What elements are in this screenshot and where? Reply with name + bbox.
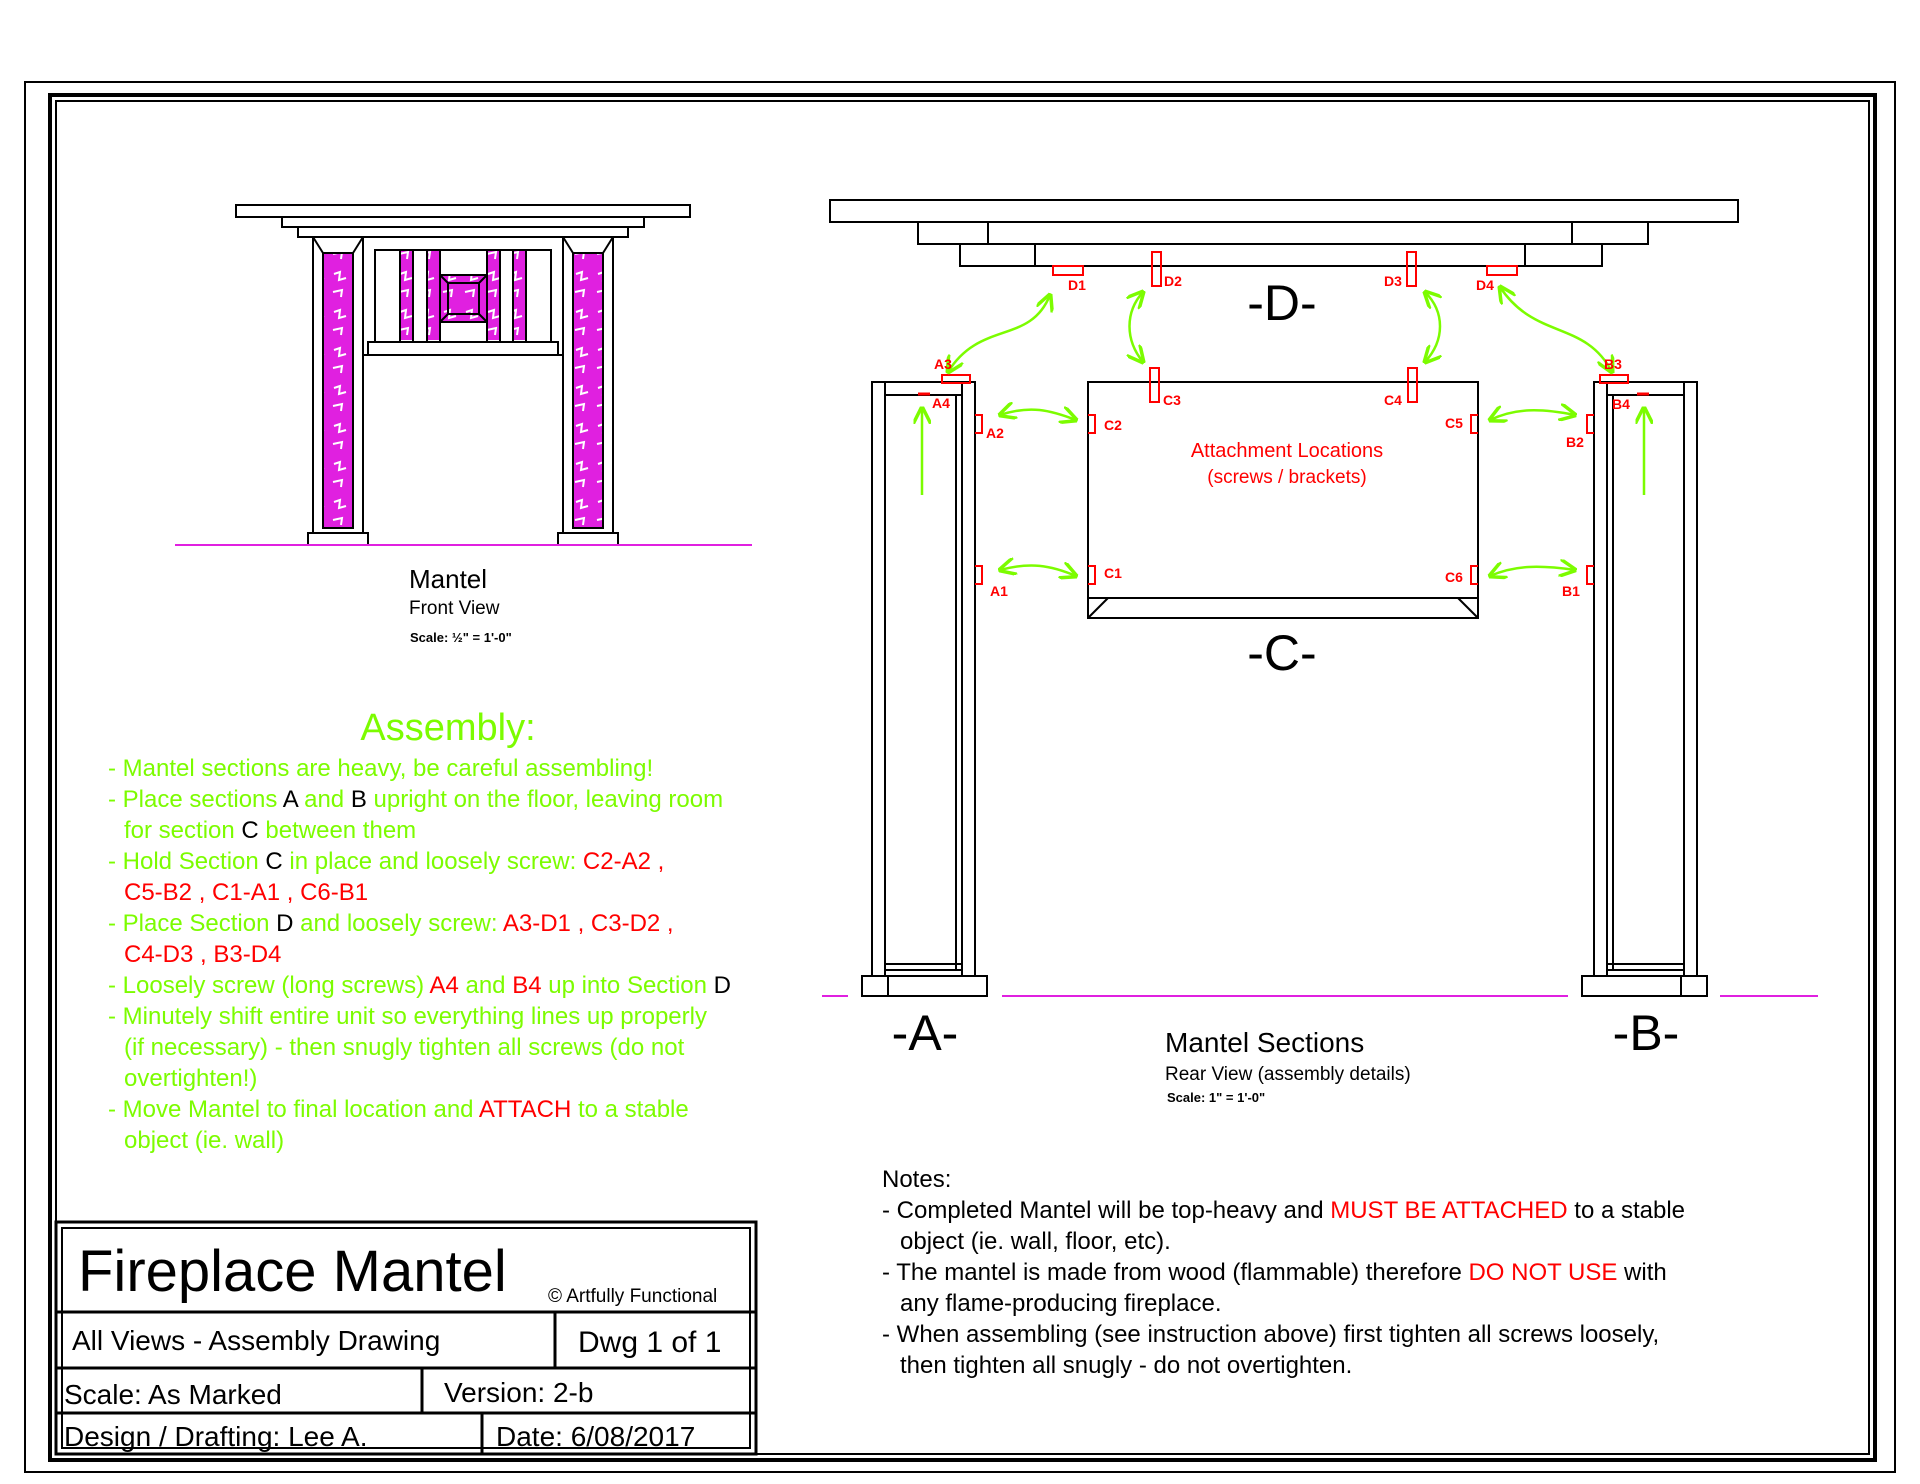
assembly-line: - Loosely screw (long screws) A4 and B4 up into Section D <box>108 972 732 999</box>
notes <box>882 1166 1685 1379</box>
notes-line: any flame-producing fireplace. <box>900 1290 1222 1317</box>
assembly-instructions <box>108 755 731 1154</box>
notes-line: object (ie. wall, floor, etc). <box>900 1228 1171 1255</box>
attachment-locations-title: Attachment Locations <box>1190 440 1384 462</box>
title-block-design: Design / Drafting: Lee A. <box>64 1421 368 1452</box>
sections-subtitle: Rear View (assembly details) <box>1165 1064 1411 1085</box>
front-view-title: Mantel <box>409 564 488 594</box>
sections-scale: Scale: 1" = 1'-0" <box>1167 1090 1266 1105</box>
notes-line: - When assembling (see instruction above) first tighten all screws loosely, <box>882 1321 1660 1348</box>
label-b4: B4 <box>1612 396 1630 412</box>
label-d4: D4 <box>1476 277 1494 293</box>
notes-line: - The mantel is made from wood (flammable) therefore DO NOT USE with <box>882 1259 1667 1286</box>
assembly-line: (if necessary) - then snugly tighten all screws (do not <box>124 1034 685 1061</box>
assembly-line: - Move Mantel to final location and ATTACH to a stable <box>108 1096 689 1123</box>
title-block-title: Fireplace Mantel <box>78 1239 507 1304</box>
section-a-label: -A- <box>891 1005 959 1061</box>
label-b1: B1 <box>1562 583 1580 599</box>
assembly-line: C5-B2 , C1-A1 , C6-B1 <box>124 879 369 906</box>
label-c1: C1 <box>1104 565 1122 581</box>
assembly-line: overtighten!) <box>124 1065 258 1092</box>
assembly-line: - Minutely shift entire unit so everything lines up properly <box>108 1003 707 1030</box>
assembly-line: for section C between them <box>124 817 417 844</box>
label-c4: C4 <box>1384 392 1402 408</box>
assembly-line: - Place Section D and loosely screw: A3-D1 , C3-D2 , <box>108 910 674 937</box>
label-c2: C2 <box>1104 417 1122 433</box>
notes-heading: Notes: <box>882 1166 952 1193</box>
title-block-dwg: Dwg 1 of 1 <box>578 1326 722 1359</box>
label-a4: A4 <box>932 395 950 411</box>
section-d-drawing <box>830 200 1738 266</box>
label-a3: A3 <box>934 356 952 372</box>
title-block-copyright: © Artfully Functional <box>548 1286 718 1307</box>
assembly-heading: Assembly: <box>360 707 536 749</box>
title-block-scale: Scale: As Marked <box>64 1379 282 1410</box>
sections-title: Mantel Sections <box>1165 1027 1365 1058</box>
label-c5: C5 <box>1445 415 1463 431</box>
assembly-line: - Mantel sections are heavy, be careful assembling! <box>108 755 654 782</box>
label-c6: C6 <box>1445 569 1463 585</box>
label-c3: C3 <box>1163 392 1181 408</box>
assembly-line: C4-D3 , B3-D4 <box>124 941 282 968</box>
front-view-scale: Scale: ½" = 1'-0" <box>410 630 512 645</box>
section-c-drawing <box>1088 382 1478 618</box>
section-a-drawing <box>862 382 987 996</box>
label-d3: D3 <box>1384 273 1402 289</box>
label-a2: A2 <box>986 425 1004 441</box>
assembly-line: - Hold Section C in place and loosely screw: C2-A2 , <box>108 848 665 875</box>
label-d2: D2 <box>1164 273 1182 289</box>
title-block-views: All Views - Assembly Drawing <box>72 1325 441 1356</box>
section-d-label: -D- <box>1247 275 1317 331</box>
assembly-line: object (ie. wall) <box>124 1127 285 1154</box>
notes-line: then tighten all snugly - do not overtighten. <box>900 1352 1353 1379</box>
title-block-date: Date: 6/08/2017 <box>496 1421 696 1452</box>
label-a1: A1 <box>990 583 1008 599</box>
front-view-drawing <box>175 205 752 545</box>
section-b-label: -B- <box>1612 1005 1680 1061</box>
attachment-locations-subtitle: (screws / brackets) <box>1207 467 1367 488</box>
assembly-line: - Place sections A and B upright on the floor, leaving room <box>108 786 724 813</box>
title-block-version: Version: 2-b <box>444 1377 594 1408</box>
label-b3: B3 <box>1604 356 1622 372</box>
label-d1: D1 <box>1068 277 1086 293</box>
section-c-label: -C- <box>1247 625 1317 681</box>
notes-line: - Completed Mantel will be top-heavy and MUST BE ATTACHED to a stable <box>882 1197 1686 1224</box>
front-view-subtitle: Front View <box>409 598 500 619</box>
label-b2: B2 <box>1566 434 1584 450</box>
